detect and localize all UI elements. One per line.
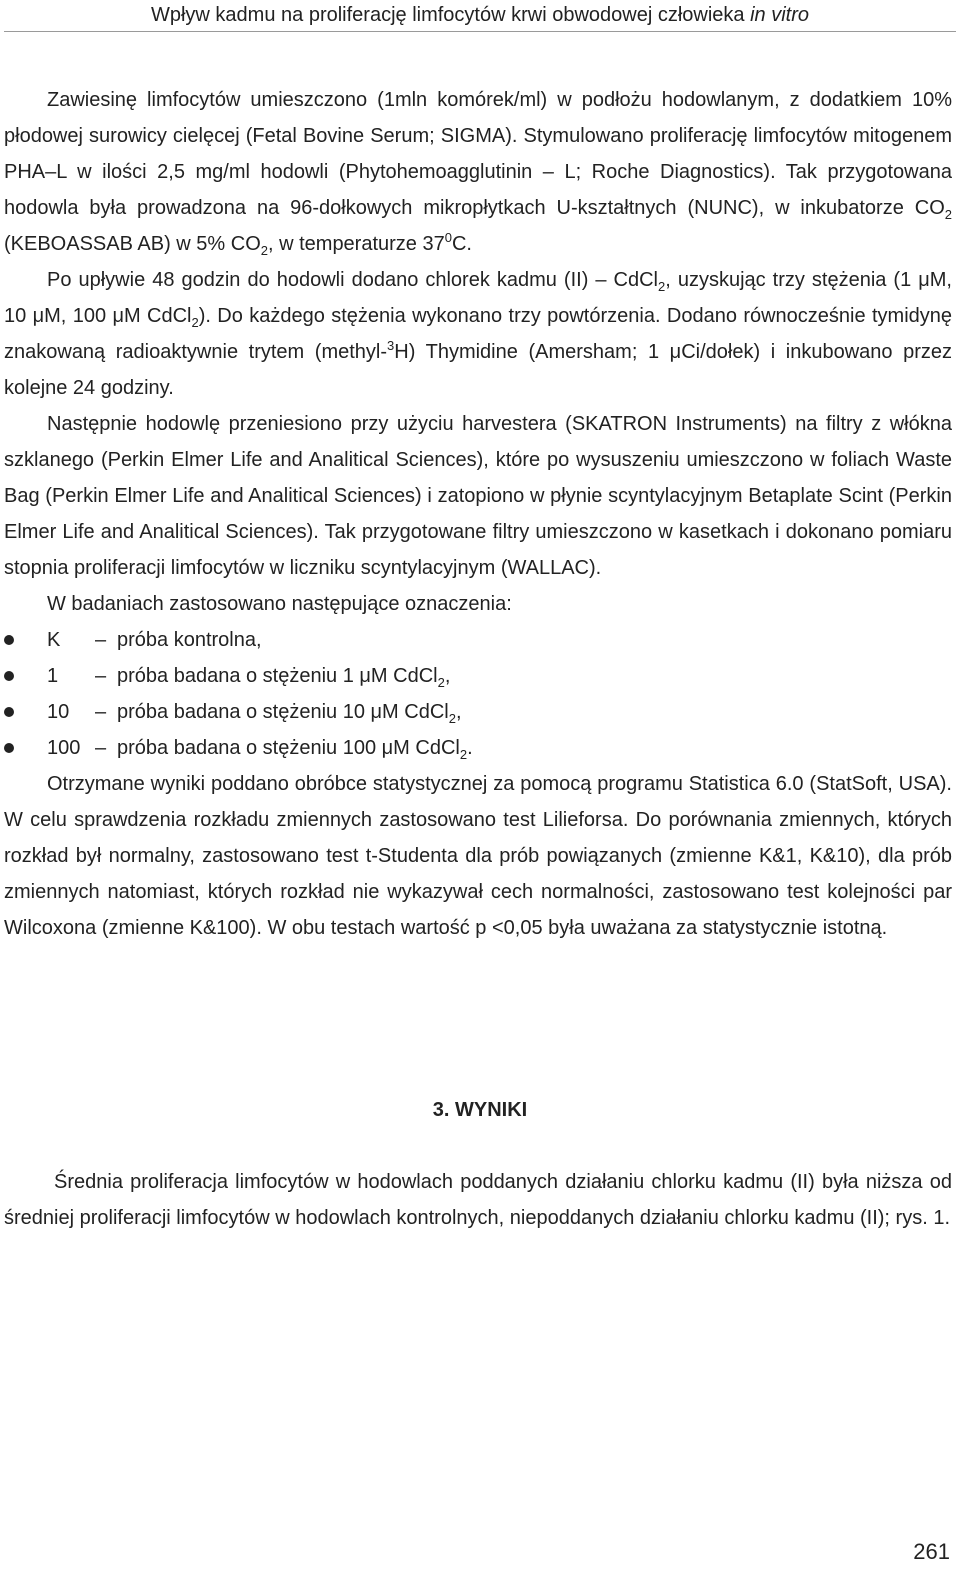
legend-text: próba kontrolna, bbox=[117, 629, 262, 651]
results-paragraph-1: Średnia proliferacja limfocytów w hodowlach poddanych działaniu chlorku kadmu (II) była niższa od średniej proliferacji limfocytów w hodowlach kontrolnych, niepoddanych działaniu chlorku kadmu (II); rys. 1. bbox=[4, 1171, 952, 1229]
text-run: Po upływie 48 godzin do hodowli dodano chlorek kadmu (II) – CdCl bbox=[47, 269, 658, 291]
list-item bbox=[4, 658, 952, 694]
methods-text bbox=[4, 82, 952, 946]
text-run: Zawiesinę limfocytów umieszczono (1mln komórek/ml) w podłożu hodowlanym, z dodatkiem 10% płodowej surowicy cielęcej (Fetal Bovine Serum; SIGMA). Stymulowano proliferację limfocytów mitogenem PHA–L w ilości 2,5 mg/ml hodowli (Phytohemoagglutinin – L; Roche Diagnostics). Tak przygotowana hodowla była prowadzona na 96-dołkowych mikropłytkach U-kształtnych (NUNC), w inkubatorze CO bbox=[4, 89, 952, 219]
bullet-icon bbox=[4, 707, 14, 717]
list-item bbox=[4, 622, 952, 658]
methods-paragraph-2 bbox=[4, 262, 952, 406]
methods-paragraph-4: W badaniach zastosowano następujące oznaczenia: bbox=[47, 593, 512, 615]
list-item bbox=[4, 694, 952, 730]
legend-code: 100 bbox=[47, 737, 81, 759]
legend-tail: . bbox=[467, 737, 473, 759]
results-text bbox=[4, 1164, 952, 1236]
running-header-title: Wpływ kadmu na proliferację limfocytów krwi obwodowej człowieka bbox=[150, 4, 745, 26]
methods-paragraph-1 bbox=[4, 82, 952, 262]
legend-text: próba badana o stężeniu 1 μM CdCl bbox=[117, 665, 438, 687]
legend-dash: – bbox=[95, 665, 107, 687]
header-divider bbox=[4, 31, 956, 32]
list-item bbox=[4, 730, 952, 766]
subscript: 2 bbox=[658, 279, 666, 294]
bullet-icon bbox=[4, 743, 14, 753]
methods-paragraph-3: Następnie hodowlę przeniesiono przy użyciu harvestera (SKATRON Instruments) na filtry z włókna szklanego (Perkin Elmer Life and Analitical Sciences), które po wysuszeniu umieszczono w foliach Waste Bag (Perkin Elmer Life and Analitical Sciences) i zatopiono w płynie scyntylacyjnym Betaplate Scint (Perkin Elmer Life and Analitical Sciences). Tak przygotowane filtry umieszczono w kasetkach i dokonano pomiaru stopnia proliferacji limfocytów w liczniku scyntylacyjnym (WALLAC). bbox=[4, 413, 952, 579]
text-run: ). Do każdego stężenia wykonano trzy powtórzenia. Dodano równocześnie tymidynę znakowaną radioaktywnie trytem (methyl- bbox=[4, 305, 953, 363]
legend-tail: , bbox=[455, 701, 462, 723]
superscript: 0 bbox=[444, 230, 452, 245]
page-number: 261 bbox=[913, 1539, 950, 1564]
text-run: C. bbox=[451, 233, 472, 255]
legend-code: 10 bbox=[47, 701, 70, 723]
text-run: (KEBOASSAB AB) w 5% CO bbox=[4, 233, 261, 255]
text-run: , uzyskując trzy stężenia (1 μM, 10 μM, 100 μM CdCl bbox=[4, 269, 952, 327]
legend-code: K bbox=[47, 629, 61, 651]
legend-dash: – bbox=[95, 737, 107, 759]
section-heading: 3. WYNIKI bbox=[432, 1099, 528, 1121]
legend-text: próba badana o stężeniu 100 μM CdCl bbox=[117, 737, 460, 759]
bullet-icon bbox=[4, 635, 14, 645]
text-run: H) Thymidine (Amersham; 1 μCi/dołek) i inkubowano przez kolejne 24 godziny. bbox=[4, 341, 953, 399]
legend-text: próba badana o stężeniu 10 μM CdCl bbox=[117, 701, 449, 723]
legend-dash: – bbox=[95, 629, 107, 651]
bullet-icon bbox=[4, 671, 14, 681]
running-header bbox=[0, 0, 960, 34]
subscript: 2 bbox=[459, 747, 468, 762]
legend-code: 1 bbox=[47, 665, 59, 687]
subscript: 2 bbox=[260, 243, 268, 258]
methods-paragraph-5: Otrzymane wyniki poddano obróbce statystycznej za pomocą programu Statistica 6.0 (StatSoft, USA). W celu sprawdzenia rozkładu zmiennych zastosowano test Lilieforsa. Do porównania zmiennych, których rozkład był normalny, zastosowano test t-Studenta dla prób powiązanych (zmienne K&1, K&10), dla prób zmiennych natomiast, których rozkład nie wykazywał cech normalności, zastosowano test kolejności par Wilcoxona (zmienne K&100). W obu testach wartość p <0,05 była uważana za statystycznie istotną. bbox=[4, 773, 952, 939]
subscript: 2 bbox=[191, 315, 199, 330]
subscript: 2 bbox=[448, 711, 456, 726]
superscript: 3 bbox=[387, 338, 395, 353]
text-run: , w temperaturze 37 bbox=[267, 233, 445, 255]
subscript: 2 bbox=[437, 675, 445, 690]
subscript: 2 bbox=[944, 207, 952, 222]
legend-dash: – bbox=[95, 701, 107, 723]
abbreviation-list bbox=[4, 622, 952, 766]
legend-tail: , bbox=[444, 665, 451, 687]
running-header-italic: in vitro bbox=[750, 4, 809, 26]
